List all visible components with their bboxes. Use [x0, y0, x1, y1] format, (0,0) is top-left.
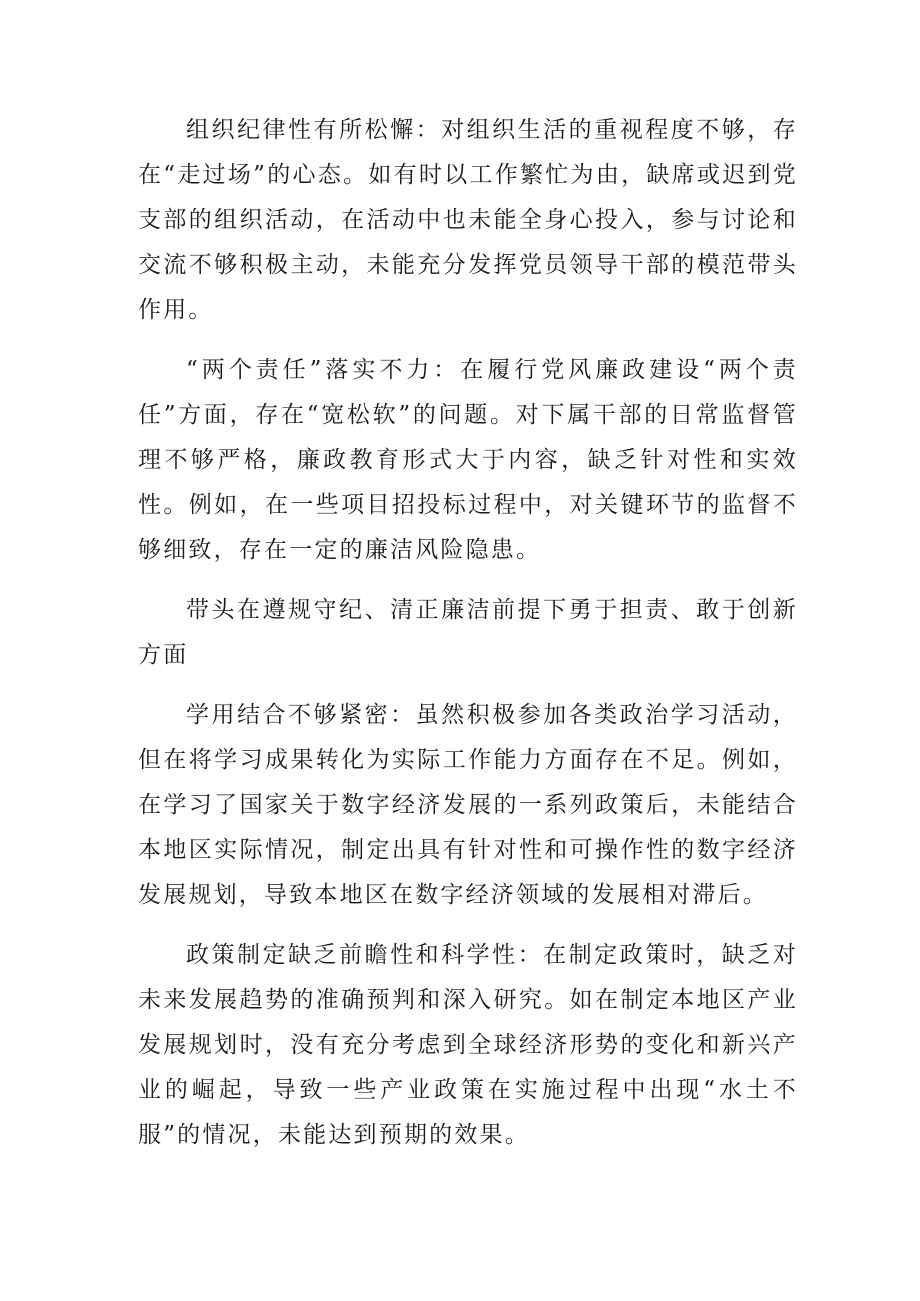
document-body: [138, 108, 798, 1173]
paragraph-two-responsibilities: “两个责任”落实不力：在履行党风廉政建设“两个责任”方面，存在“宽松软”的问题。对下属干部的日常监督管理不够严格，廉政教育形式大于内容，缺乏针对性和实效性。例如，在一些项目招投标过程中，对关键环节的监督不够细致，存在一定的廉洁风险隐患。: [138, 357, 798, 563]
paragraph-policy-making: 政策制定缺乏前瞻性和科学性：在制定政策时，缺乏对未来发展趋势的准确预判和深入研究。如在制定本地区产业发展规划时，没有充分考虑到全球经济形势的变化和新兴产业的崛起，导致一些产业政策在实施过程中出现“水土不服”的情况，未能达到预期的效果。: [138, 942, 798, 1148]
paragraph-organizational-discipline: 组织纪律性有所松懈：对组织生活的重视程度不够，存在“走过场”的心态。如有时以工作繁忙为由，缺席或迟到党支部的组织活动，在活动中也未能全身心投入，参与讨论和交流不够积极主动，未能充分发挥党员领导干部的模范带头作用。: [138, 117, 798, 323]
paragraph-study-application: 学用结合不够紧密：虽然积极参加各类政治学习活动，但在将学习成果转化为实际工作能力方面存在不足。例如，在学习了国家关于数字经济发展的一系列政策后，未能结合本地区实际情况，制定出具有针对性和可操作性的数字经济发展规划，导致本地区在数字经济领域的发展相对滞后。: [138, 702, 798, 908]
section-heading: 带头在遵规守纪、清正廉洁前提下勇于担责、敢于创新方面: [138, 597, 798, 668]
